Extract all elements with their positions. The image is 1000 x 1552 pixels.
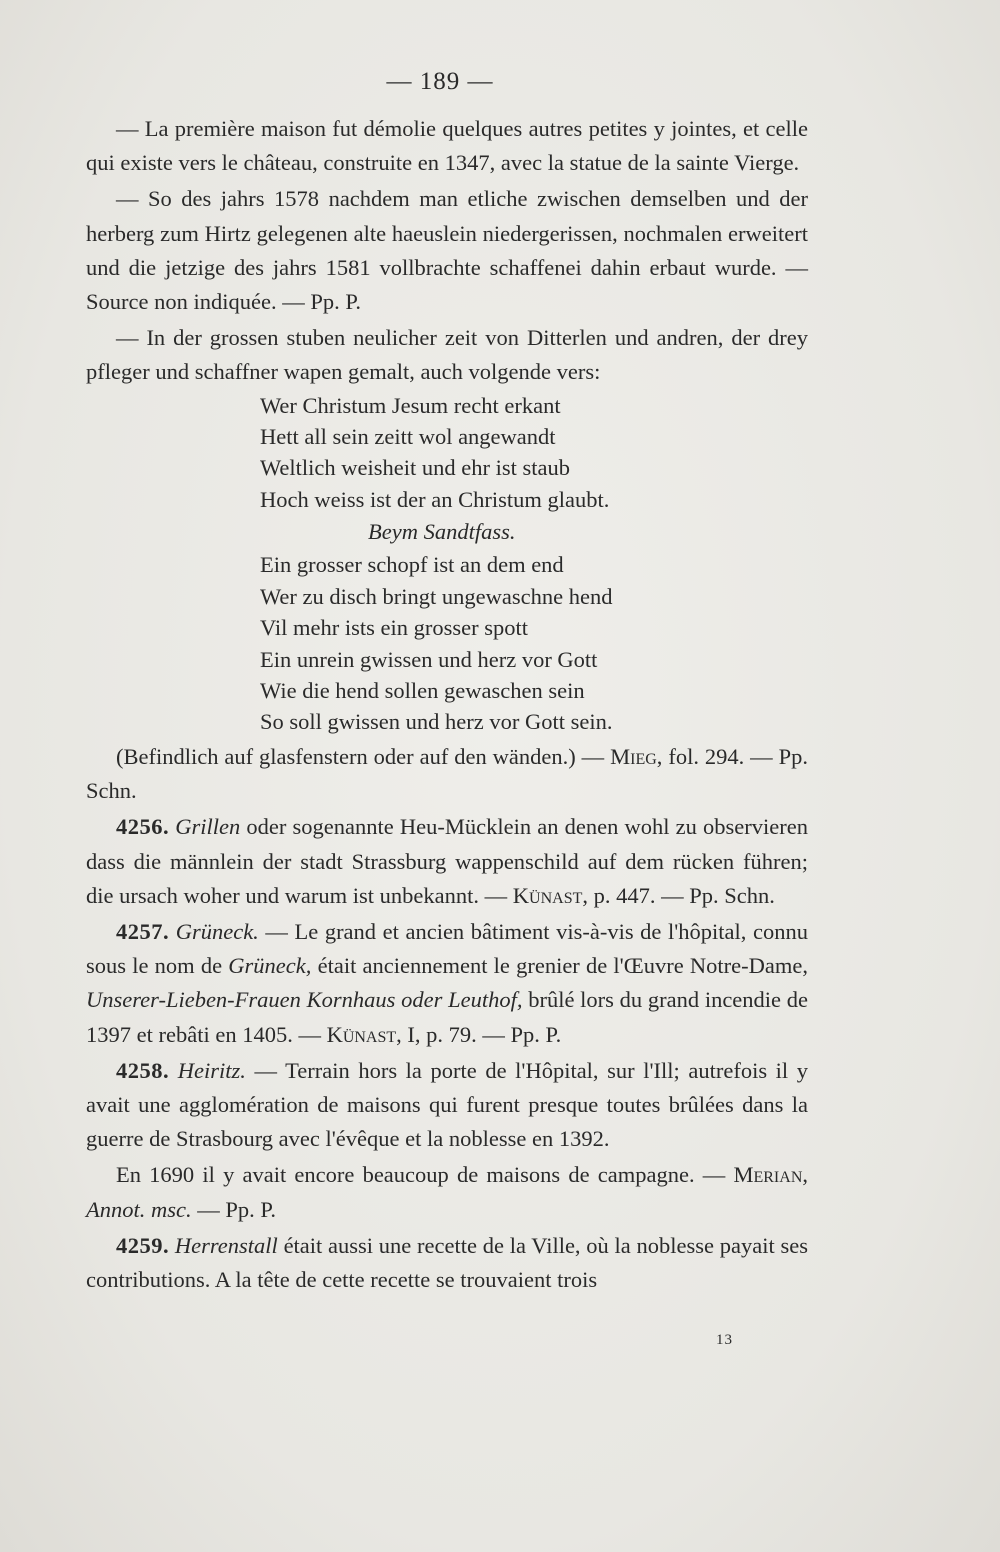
body-text: [86, 112, 808, 1297]
entry-italic: Grüneck,: [228, 953, 312, 979]
verse-block-1: [260, 390, 808, 516]
paragraph-source-mieg: [86, 740, 808, 808]
entry-text: oder sogenannte Heu-Mücklein an denen wohl zu observieren dass die männlein der stadt Strassburg wappenschild auf dem rücken führen; die ursach woher und warum ist unbekannt. —: [86, 814, 809, 908]
verse-line: Wie die hend sollen gewaschen sein: [260, 678, 585, 704]
entry-italic: Annot. msc.: [86, 1196, 192, 1222]
entry-text: brûlé lors du grand incendie de 1397 et rebâti en 1405. —: [86, 987, 808, 1047]
entry-text: , p. 447. — Pp. Schn.: [582, 882, 775, 908]
entry-number: 4257.: [116, 918, 170, 944]
source-text: , fol. 294. — Pp. Schn.: [86, 743, 808, 804]
entry-heading: Grillen: [175, 814, 241, 840]
entry-text: , I, p. 79. — Pp. P.: [396, 1021, 562, 1047]
source-text: (Befindlich auf glasfenstern oder auf den wänden.) —: [116, 743, 611, 769]
verse-line: Ein unrein gwissen und herz vor Gott: [260, 646, 598, 672]
entry-text: En 1690 il y avait encore beaucoup de maisons de campagne. —: [116, 1162, 734, 1188]
verse-line: Hett all sein zeitt wol angewandt: [260, 424, 556, 450]
entry-number: 4256.: [116, 814, 170, 840]
verse-line: Vil mehr ists ein grosser spott: [260, 615, 529, 641]
author-name: Merian: [733, 1162, 803, 1188]
verse-line: Weltlich weisheit und ehr ist staub: [260, 455, 571, 481]
entry-text: — Le grand et ancien bâtiment vis-à-vis de l'hôpital, connu sous le nom de: [86, 918, 808, 979]
entry-text: était anciennement le grenier de l'Œuvre Notre-Dame,: [311, 953, 808, 979]
author-name: Künast: [326, 1021, 397, 1047]
verse-block-2: [260, 549, 808, 737]
entry-number: 4258.: [116, 1057, 170, 1083]
entry-number: 4259.: [116, 1232, 170, 1258]
entry-text: — Terrain hors la porte de l'Hôpital, sur l'Ill; autrefois il y avait une agglomération de maisons qui furent presque toutes brûlées dans la guerre de Strasbourg avec l'évêque et la noblesse en 1392.: [86, 1057, 809, 1152]
verse-line: Wer Christum Jesum recht erkant: [260, 392, 561, 418]
entry-text: ,: [802, 1162, 808, 1188]
verse-title: Beym Sandtfass.: [368, 519, 516, 545]
entry-4257: [86, 915, 808, 1052]
entry-4259: [86, 1229, 808, 1297]
entry-4256: [86, 810, 808, 913]
paragraph-first-house: — La première maison fut démolie quelques autres petites y jointes, et celle qui existe vers le château, construite en 1347, avec la statue de la sainte Vierge.: [86, 116, 808, 176]
entry-heading: Heiritz.: [177, 1057, 246, 1083]
page-number: — 189 —: [386, 68, 494, 95]
entry-4258: [86, 1054, 808, 1157]
entry-heading: Herrenstall: [174, 1232, 278, 1258]
verse-line: So soll gwissen und herz vor Gott sein.: [260, 709, 613, 735]
author-name: Künast: [512, 882, 583, 908]
entry-text: était aussi une recette de la Ville, où la noblesse payait ses contributions. A la tête de cette recette se trouvaient trois: [86, 1232, 809, 1292]
paragraph-1578: — So des jahrs 1578 nachdem man etliche zwischen demselben und der herberg zum Hirtz gelegenen alte haeuslein niedergerissen, nochmalen erweitert und die jetzige des jahrs 1581 vollbrachte schaffenei dahin erbaut wurde. — Source non indiquée. — Pp. P.: [86, 186, 808, 315]
verse-line: Hoch weiss ist der an Christum glaubt.: [260, 486, 610, 512]
entry-text: — Pp. P.: [191, 1196, 277, 1222]
entry-heading: Grüneck.: [175, 918, 259, 944]
verse-line: Ein grosser schopf ist an dem end: [260, 552, 564, 578]
author-name: Mieg: [610, 743, 657, 769]
signature-mark: 13: [716, 1332, 733, 1348]
paragraph-grosse-stube: — In der grossen stuben neulicher zeit von Ditterlen und andren, der drey pfleger und schaffner wapen gemalt, auch volgende vers:: [86, 325, 808, 385]
entry-4258-continued: [86, 1158, 808, 1226]
verse-line: Wer zu disch bringt ungewaschne hend: [260, 583, 613, 609]
entry-italic: Unserer-Lieben-Frauen Kornhaus oder Leuthof,: [86, 987, 523, 1013]
